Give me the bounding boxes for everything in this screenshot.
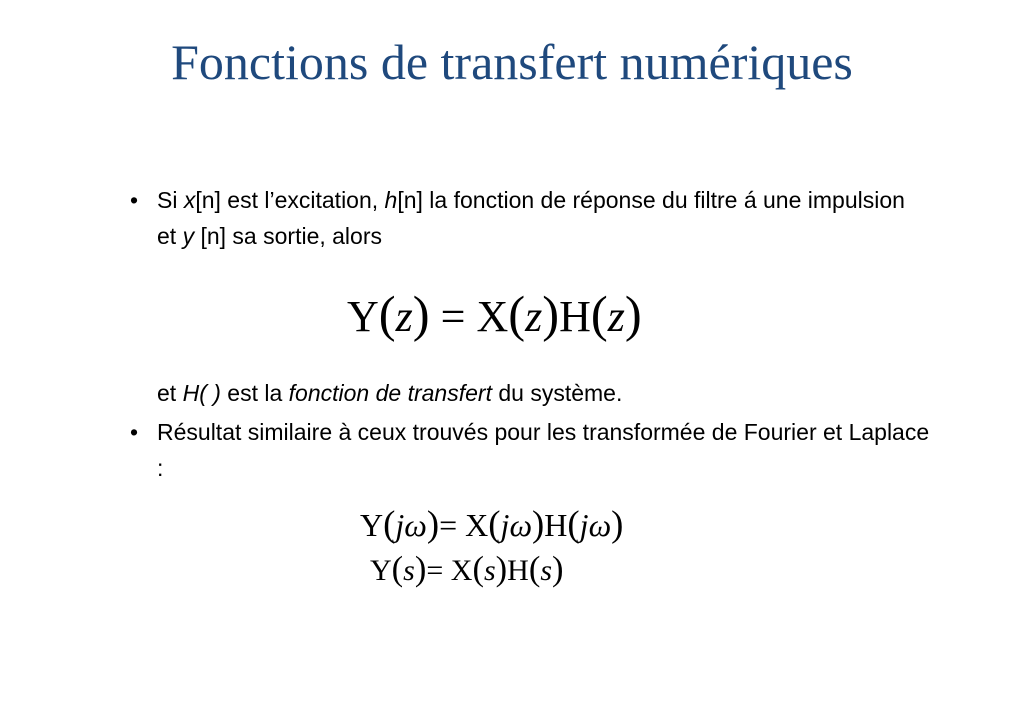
text-run-italic: x bbox=[183, 187, 196, 213]
eq-variable: jω bbox=[500, 507, 533, 543]
eq-variable: s bbox=[540, 554, 552, 587]
eq-equals: = bbox=[439, 507, 458, 543]
eq-paren: ) bbox=[414, 550, 427, 588]
text-run-italic: h bbox=[384, 187, 398, 213]
text-run-italic: y bbox=[182, 223, 195, 249]
text-run: Si bbox=[157, 187, 184, 213]
eq-variable: jω bbox=[579, 507, 612, 543]
eq-paren: ( bbox=[383, 503, 396, 544]
eq-symbol: H bbox=[559, 292, 591, 341]
eq-equals: = bbox=[426, 554, 444, 587]
eq-paren: ) bbox=[495, 550, 508, 588]
eq-paren: ( bbox=[528, 550, 541, 588]
eq-variable: s bbox=[403, 554, 415, 587]
eq-symbol: H bbox=[507, 554, 529, 587]
eq-paren: ( bbox=[488, 503, 501, 544]
equation-z-domain bbox=[347, 285, 642, 343]
eq-variable: z bbox=[607, 292, 625, 341]
text-run: [n] la fonction de réponse du filtre á une impulsion et bbox=[157, 187, 905, 249]
bullet-text-2: Résultat similaire à ceux trouvés pour les transformée de Fourier et Laplace : bbox=[157, 419, 930, 481]
eq-symbol: X bbox=[465, 507, 489, 543]
equation-laplace bbox=[370, 550, 564, 589]
eq-paren: ) bbox=[532, 503, 545, 544]
eq-equals: = bbox=[440, 292, 466, 341]
text-run-italic: fonction de transfert bbox=[288, 380, 492, 406]
eq-paren: ( bbox=[472, 550, 484, 588]
eq-paren: ( bbox=[567, 503, 580, 544]
eq-symbol: Y bbox=[347, 292, 379, 341]
bullet-text-1 bbox=[157, 182, 930, 254]
continuation-text bbox=[157, 375, 622, 411]
eq-paren: ) bbox=[611, 503, 624, 544]
eq-variable: z bbox=[395, 292, 413, 341]
eq-variable: jω bbox=[395, 507, 427, 543]
eq-variable: s bbox=[483, 554, 496, 587]
eq-paren: ( bbox=[391, 550, 404, 588]
eq-symbol: X bbox=[450, 554, 473, 587]
eq-paren: ( bbox=[508, 286, 526, 342]
eq-paren: ) bbox=[624, 286, 642, 342]
text-run-italic: H( ) bbox=[182, 380, 221, 406]
eq-paren: ( bbox=[378, 286, 396, 342]
eq-symbol: X bbox=[476, 292, 509, 341]
eq-paren: ) bbox=[542, 286, 560, 342]
equation-fourier bbox=[360, 502, 623, 545]
eq-paren: ) bbox=[412, 286, 430, 342]
eq-symbol: Y bbox=[360, 507, 384, 543]
bullet-marker: • bbox=[130, 419, 139, 445]
eq-symbol: Y bbox=[370, 554, 392, 587]
text-run: est la bbox=[220, 380, 289, 406]
slide-title: Fonctions de transfert numériques bbox=[171, 34, 853, 90]
bullet-item-1 bbox=[130, 182, 930, 254]
text-run: du système. bbox=[491, 380, 623, 406]
text-run: [n] est l’excitation, bbox=[195, 187, 385, 213]
bullet-marker: • bbox=[130, 187, 139, 213]
text-run: [n] sa sortie, alors bbox=[194, 223, 382, 249]
eq-paren: ( bbox=[590, 286, 608, 342]
eq-symbol: H bbox=[544, 507, 568, 543]
eq-paren: ) bbox=[426, 503, 440, 544]
eq-paren: ) bbox=[552, 550, 564, 588]
eq-variable: z bbox=[525, 292, 543, 341]
bullet-item-2 bbox=[130, 414, 930, 486]
text-run: et bbox=[157, 380, 183, 406]
